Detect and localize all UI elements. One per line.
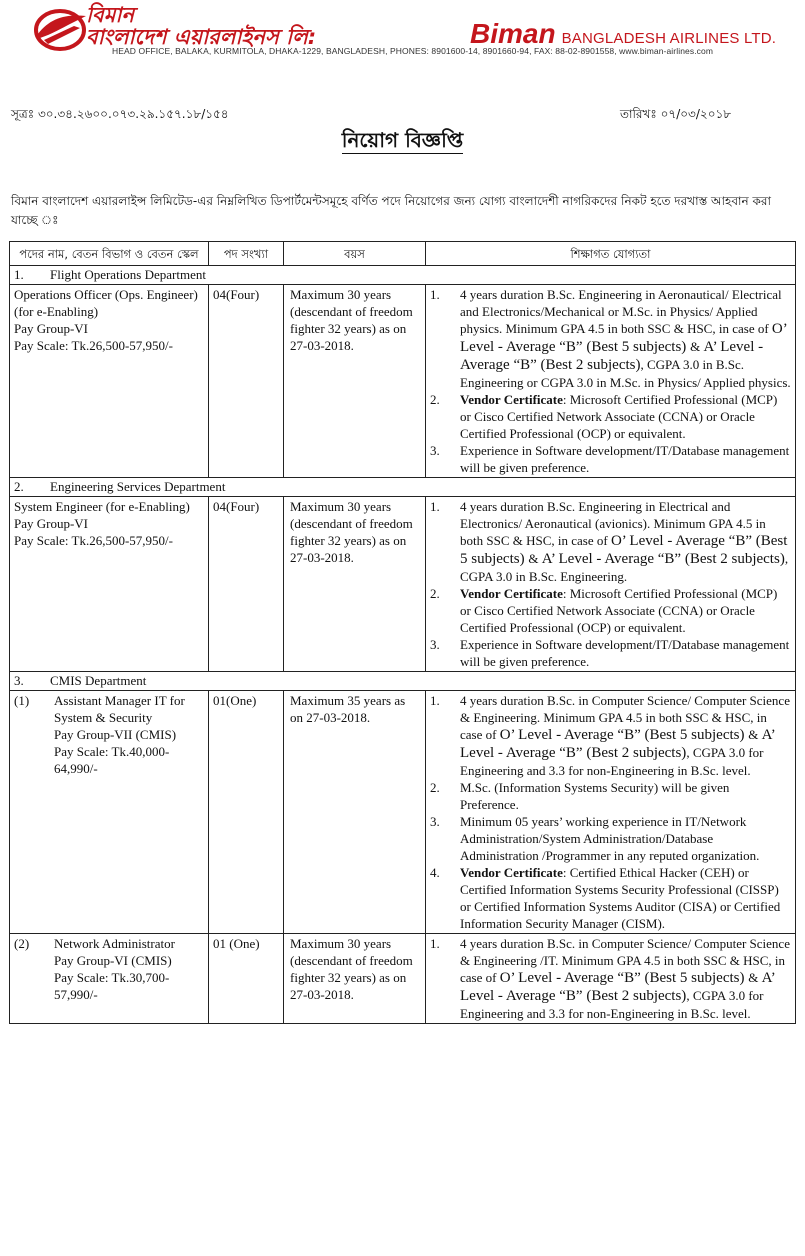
section-title [10, 672, 796, 691]
section-number: 3. [14, 673, 24, 688]
section-title [10, 478, 796, 497]
qualification-item [430, 286, 791, 391]
section-number: 2. [14, 479, 24, 494]
qualification-text: Vendor Certificate: Certified Ethical Hacker (CEH) or Certified Information Systems Security Professional (CISSP) or Certified Information Systems Auditor (CISA) or Certified Information Security Manager (CISM). [460, 865, 781, 931]
age-limit: Maximum 30 years (descendant of freedom fighter 32 years) as on 27-03-2018. [284, 497, 426, 672]
post-count: 04(Four) [209, 497, 284, 672]
qualification-item [430, 864, 791, 932]
qualification-cell [426, 691, 796, 934]
vendor-certificate-label: Vendor Certificate [460, 865, 563, 880]
job-row [10, 691, 796, 934]
qualification-list [430, 498, 791, 670]
qualification-item [430, 779, 791, 813]
head-office-address: HEAD OFFICE, BALAKA, KURMITOLA, DHAKA-1229, BANGLADESH, PHONES: 8901600-14, 8901660-94, FAX: 88-02-8901558, www.biman-airlines.com [112, 46, 714, 56]
qualification-item [430, 442, 791, 476]
qualification-item [430, 692, 791, 779]
notice-date: তারিখঃ ০৭/০৩/২০১৮ [620, 107, 732, 121]
qualification-cell [426, 285, 796, 478]
qualification-number: 2. [430, 780, 440, 795]
age-limit: Maximum 30 years (descendant of freedom fighter 32 years) as on 27-03-2018. [284, 934, 426, 1024]
qualification-item [430, 813, 791, 864]
position-wrap [14, 692, 204, 777]
section-title [10, 266, 796, 285]
qualification-text: 4 years duration B.Sc. in Computer Science/ Computer Science & Engineering /IT. Minimum GPA 4.5 in both SSC & HSC, in case of O’ Level - Average “B” (Best 5 subjects) & A’ Level - Average “B” (Best 2 subjects), CGPA 3.0 for Engineering and 3.3 for non-Engineering in B.Sc. level. [460, 936, 790, 1021]
vendor-certificate-label: Vendor Certificate [460, 392, 563, 407]
section-row [10, 478, 796, 497]
section-row [10, 266, 796, 285]
position-wrap [14, 498, 204, 549]
header-qualification: শিক্ষাগত যোগ্যতা [426, 242, 796, 266]
qualification-item [430, 391, 791, 442]
position-number: (1) [14, 693, 30, 708]
qualification-number: 3. [430, 637, 440, 652]
qualification-text: M.Sc. (Information Systems Security) will be given Preference. [460, 780, 730, 812]
qualification-cell [426, 934, 796, 1024]
qualification-text: Vendor Certificate: Microsoft Certified Professional (MCP) or Cisco Certified Network Associate (CCNA) or Oracle Certified Professional (OCP) or equivalent. [460, 392, 778, 441]
section-name: Flight Operations Department [50, 267, 206, 282]
title-text: নিয়োগ বিজ্ঞপ্তি [341, 128, 464, 152]
letterhead [30, 4, 790, 60]
position-text: Operations Officer (Ops. Engineer) (for e-Enabling) Pay Group-VI Pay Scale: Tk.26,500-57,950/- [14, 287, 198, 353]
qualification-list [430, 286, 791, 476]
qualification-cell [426, 497, 796, 672]
post-count: 01 (One) [209, 934, 284, 1024]
qualification-number: 2. [430, 586, 440, 601]
position-cell [10, 691, 209, 934]
qualification-text: Experience in Software development/IT/Database management will be given preference. [460, 637, 790, 669]
section-name: Engineering Services Department [50, 479, 226, 494]
brand-name: Biman [470, 18, 556, 49]
biman-stork-logo-icon [30, 4, 90, 56]
qualification-number: 4. [430, 865, 440, 880]
qualification-item [430, 498, 791, 585]
header-age: বয়স [284, 242, 426, 266]
position-cell [10, 934, 209, 1024]
section-row [10, 672, 796, 691]
position-number: (2) [14, 936, 30, 951]
qualification-number: 1. [430, 693, 440, 708]
qualification-number: 1. [430, 287, 440, 302]
position-text: System Engineer (for e-Enabling) Pay Group-VI Pay Scale: Tk.26,500-57,950/- [14, 499, 190, 548]
job-row [10, 285, 796, 478]
post-count: 01(One) [209, 691, 284, 934]
age-limit: Maximum 35 years as on 27-03-2018. [284, 691, 426, 934]
qualification-number: 3. [430, 443, 440, 458]
qualification-text: Experience in Software development/IT/Database management will be given preference. [460, 443, 790, 475]
position-cell [10, 497, 209, 672]
job-row [10, 934, 796, 1024]
brand-bangla-line2: বাংলাদেশ এয়ারলাইনস লি: [86, 25, 317, 49]
post-count: 04(Four) [209, 285, 284, 478]
position-text: Network Administrator Pay Group-VI (CMIS) Pay Scale: Tk.30,700-57,990/- [54, 936, 175, 1002]
qualification-text: 4 years duration B.Sc. Engineering in Electrical and Electronics/ Aeronautical (avionics). Minimum GPA 4.5 in both SSC & HSC, in case of O’ Level - Average “B” (Best 5 subjects) & A’ Level - Average “B” (Best 2 subjects), CGPA 3.0 in B.Sc. Engineering. [460, 499, 789, 584]
job-row [10, 497, 796, 672]
qualification-item [430, 636, 791, 670]
qualification-item [430, 585, 791, 636]
position-wrap [14, 286, 204, 354]
vacancy-table [9, 241, 796, 1024]
age-limit: Maximum 30 years (descendant of freedom fighter 32 years) as on 27-03-2018. [284, 285, 426, 478]
brand-subtitle: BANGLADESH AIRLINES LTD. [561, 30, 777, 47]
header-count: পদ সংখ্যা [209, 242, 284, 266]
position-wrap [14, 935, 204, 1003]
intro-paragraph: বিমান বাংলাদেশ এয়ারলাইন্স লিমিটেড-এর নিম্নলিখিত ডিপার্টমেন্টসমূহে বর্ণিত পদে নিয়োগের জন্য যোগ্য বাংলাদেশী নাগরিকদের নিকট হতে দরখাস্ত আহবান করা যাচ্ছে ঃ [11, 194, 771, 227]
position-cell [10, 285, 209, 478]
qualification-list [430, 935, 791, 1022]
section-name: CMIS Department [50, 673, 147, 688]
qualification-number: 1. [430, 936, 440, 951]
vendor-certificate-label: Vendor Certificate [460, 586, 563, 601]
qualification-text: Vendor Certificate: Microsoft Certified Professional (MCP) or Cisco Certified Network Associate (CCNA) or Oracle Certified Professional (OCP) or equivalent. [460, 586, 778, 635]
qualification-item [430, 935, 791, 1022]
page-title [0, 126, 805, 159]
vacancy-table-body [10, 266, 796, 1024]
qualification-text: 4 years duration B.Sc. Engineering in Aeronautical/ Electrical and Electronics/Mechanical or M.Sc. in Physics/ Applied physics. Minimum GPA 4.5 in both SSC & HSC, in case of O’ Level - Average “B” (Best 5 subjects) & A’ Level -Average “B” (Best 2 subjects), CGPA 3.0 in B.Sc. Engineering or CGPA 3.0 in M.Sc. in Physics/ Applied physics. [460, 287, 791, 390]
qualification-number: 1. [430, 499, 440, 514]
table-header-row [10, 242, 796, 266]
qualification-number: 3. [430, 814, 440, 829]
qualification-text: 4 years duration B.Sc. in Computer Science/ Computer Science & Engineering. Minimum GPA 4.5 in both SSC & HSC, in case of O’ Level - Average “B” (Best 5 subjects) & A’ Level - Average “B” (Best 2 subjects), CGPA 3.0 for Engineering and 3.3 for non-Engineering in B.Sc. level. [460, 693, 790, 778]
qualification-list [430, 692, 791, 932]
reference-number: সূত্রঃ ৩০.৩৪.২৬০০.০৭৩.২৯.১৫৭.১৮/১৫৪ [11, 107, 229, 121]
header-position: পদের নাম, বেতন বিভাগ ও বেতন স্কেল [10, 242, 209, 266]
brand-bangla [86, 4, 316, 48]
qualification-text: Minimum 05 years’ working experience in IT/Network Administration/System Administration/Database Administration /Programmer in any reputed organization. [460, 814, 760, 863]
position-text: Assistant Manager IT for System & Security Pay Group-VII (CMIS) Pay Scale: Tk.40,000-64,990/- [54, 693, 185, 776]
brand-bangla-line1: বিমান [86, 3, 134, 27]
qualification-number: 2. [430, 392, 440, 407]
section-number: 1. [14, 267, 24, 282]
